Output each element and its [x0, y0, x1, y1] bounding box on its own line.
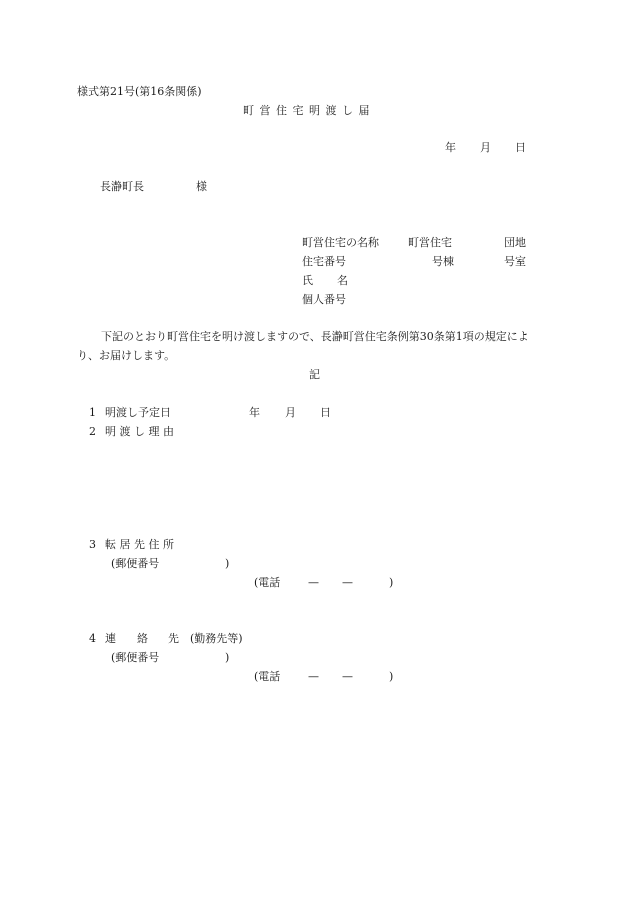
date-month-label: 月	[480, 141, 491, 154]
item1-day: 日	[320, 406, 331, 419]
item2-number: 2	[89, 425, 96, 438]
item4-label-note: (勤務先等)	[190, 632, 243, 645]
personal-number-label: 個人番号	[302, 293, 346, 306]
item3-label: 転 居 先 住 所	[105, 538, 174, 551]
item3-postal-label: (郵便番号	[111, 557, 160, 570]
item3-postal-close: )	[225, 557, 230, 570]
item4-tel-label: (電話	[254, 670, 281, 683]
item3-tel-label: (電話	[254, 576, 281, 589]
building-unit: 号棟	[432, 255, 454, 268]
item4-postal-close: )	[225, 651, 230, 664]
item4-label-3: 先	[168, 632, 179, 645]
name-label-2: 名	[337, 274, 348, 287]
item4-label-2: 絡	[137, 632, 148, 645]
addressee-name: 長瀞町長	[100, 180, 144, 193]
room-unit: 号室	[504, 255, 526, 268]
item4-label-1: 連	[105, 632, 116, 645]
housing-prefix: 町営住宅	[408, 236, 452, 249]
housing-name-label: 町営住宅の名称	[302, 236, 379, 249]
item4-number: 4	[89, 632, 96, 645]
item3-tel-dash-1: —	[308, 576, 319, 589]
item2-label: 明 渡 し 理 由	[105, 425, 174, 438]
item4-tel-dash-2: —	[342, 670, 353, 683]
body-line-1: 下記のとおり町営住宅を明け渡しますので、長瀞町営住宅条例第30条第1項の規定によ	[101, 330, 529, 343]
item1-month: 月	[285, 406, 296, 419]
item4-postal-label: (郵便番号	[111, 651, 160, 664]
item3-tel-dash-2: —	[342, 576, 353, 589]
form-number: 様式第21号(第16条関係)	[77, 85, 202, 98]
date-year-label: 年	[445, 141, 456, 154]
item4-tel-dash-1: —	[308, 670, 319, 683]
ki-heading: 記	[309, 368, 320, 381]
item1-number: 1	[89, 406, 96, 419]
addressee-honorific: 様	[196, 180, 207, 193]
body-line-2: り、お届けします。	[77, 349, 176, 362]
name-label-1: 氏	[302, 274, 313, 287]
date-day-label: 日	[515, 141, 526, 154]
item3-number: 3	[89, 538, 96, 551]
housing-number-label: 住宅番号	[302, 255, 346, 268]
housing-suffix: 団地	[504, 236, 526, 249]
document-title: 町 営 住 宅 明 渡 し 届	[243, 104, 371, 117]
item1-label: 明渡し予定日	[105, 406, 171, 419]
item3-tel-close: )	[389, 576, 394, 589]
item4-tel-close: )	[389, 670, 394, 683]
item1-year: 年	[249, 406, 260, 419]
